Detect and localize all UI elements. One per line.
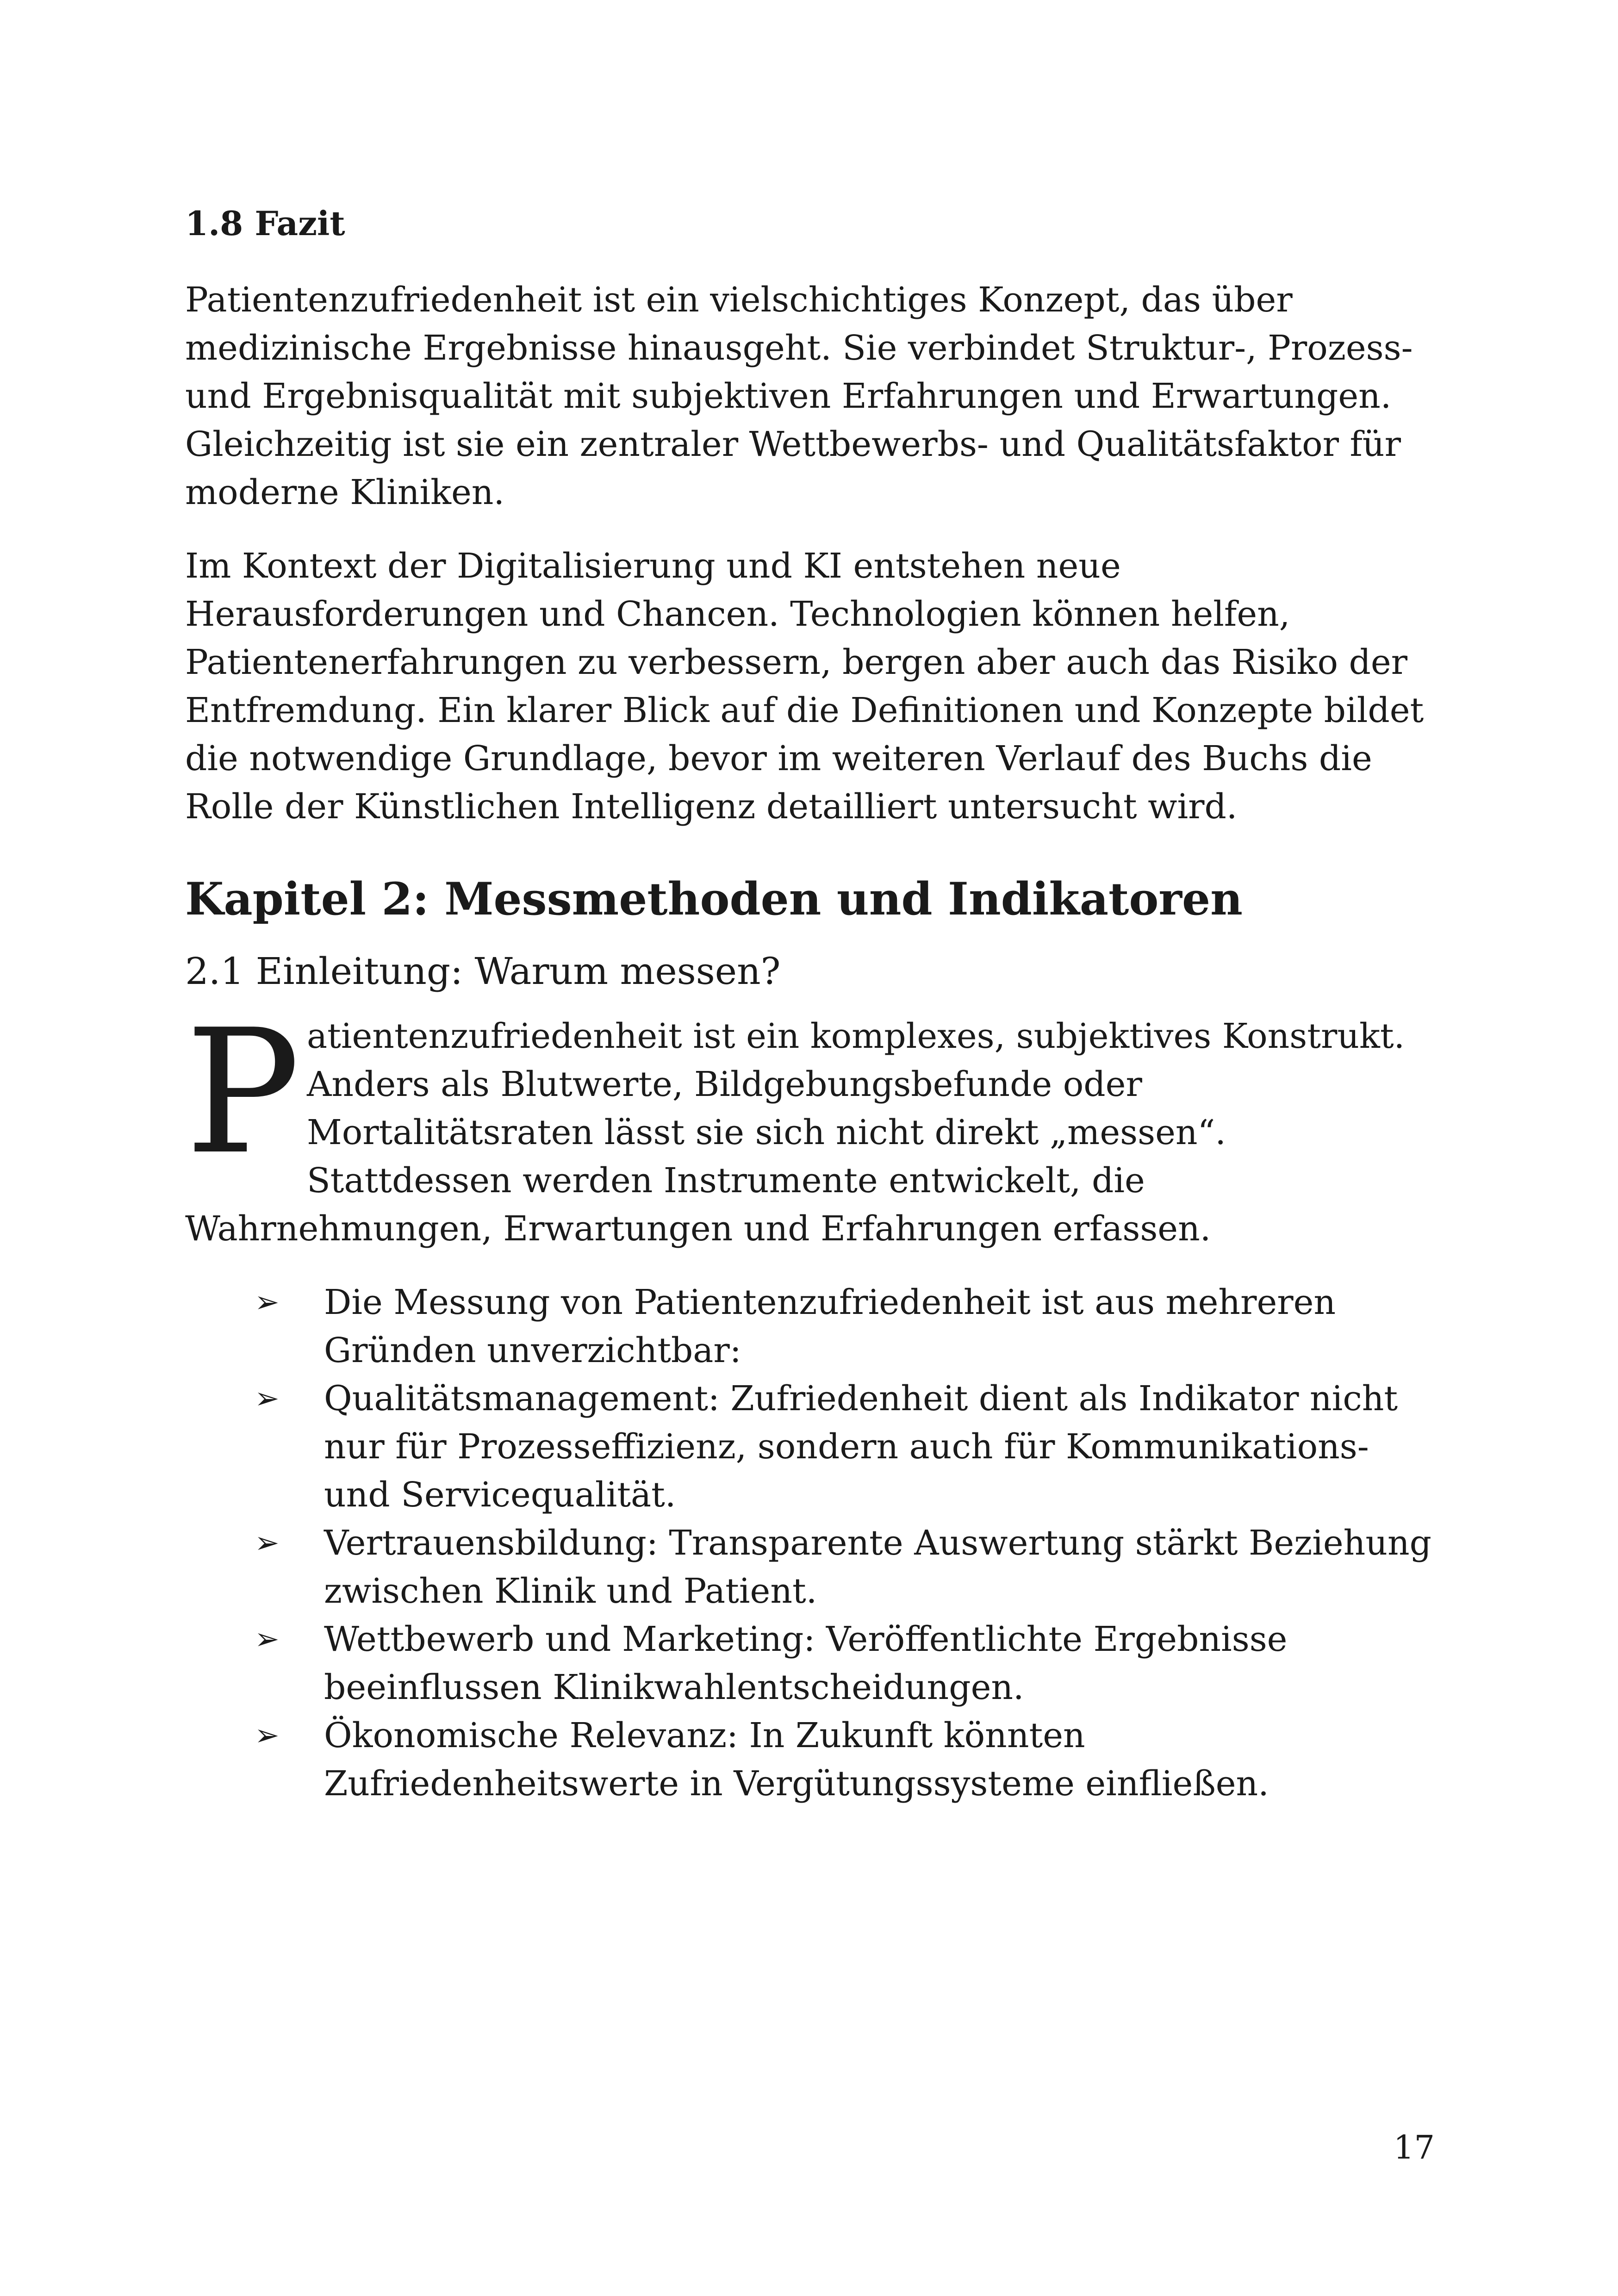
page-number: 17 — [1393, 2128, 1435, 2166]
list-item — [255, 1615, 1435, 1711]
arrow-bullet-icon: ➢ — [255, 1285, 280, 1319]
list-item — [255, 1711, 1435, 1808]
list-item — [255, 1519, 1435, 1615]
list-item-text: Wettbewerb und Marketing: Veröffentlichte Ergebnisse beeinflussen Klinikwahlentscheidungen. — [324, 1619, 1288, 1707]
section-paragraph: Im Kontext der Digitalisierung und KI entstehen neue Herausforderungen und Chancen. Technologien können helfen, Patientenerfahrungen zu verbessern, bergen aber auch das Risiko der Entfremdung. Ein klarer Blick auf die Definitionen und Konzepte bildet die notwendige Grundlage, bevor im weiteren Verlauf des Buchs die Rolle der Künstlichen Intelligenz detailliert untersucht wird. — [185, 546, 1424, 827]
subsection-title: 2.1 Einleitung: Warum messen? — [185, 949, 781, 993]
arrow-bullet-icon: ➢ — [255, 1525, 280, 1560]
list-item — [255, 1375, 1435, 1519]
section-paragraph: Patientenzufriedenheit ist ein vielschichtiges Konzept, das über medizinische Ergebnisse hinausgeht. Sie verbindet Struktur-, Prozess- und Ergebnisqualität mit subjektiven Erfahrungen und Erwartungen. Gleichzeitig ist sie ein zentraler Wettbewerbs- und Qualitätsfaktor für moderne Kliniken. — [185, 280, 1413, 513]
arrow-bullet-icon: ➢ — [255, 1622, 280, 1656]
drop-cap-letter: P — [185, 993, 300, 1192]
list-item-text: Die Messung von Patientenzufriedenheit ist aus mehreren Gründen unverzichtbar: — [324, 1282, 1336, 1370]
intro-paragraph — [185, 993, 1435, 1253]
list-item — [255, 1278, 1435, 1375]
arrow-bullet-icon: ➢ — [255, 1381, 280, 1416]
page-content — [185, 204, 1435, 1808]
bullet-list — [185, 1278, 1435, 1808]
intro-paragraph-text: atientenzufriedenheit ist ein komplexes, subjektives Konstrukt. Anders als Blutwerte, Bildgebungsbefunde oder Mortalitätsraten lässt sie sich nicht direkt „messen“. Stattdessen werden Instrumente entwickelt, die Wahrnehmungen, Erwartungen und Erfahrungen erfassen. — [185, 1016, 1405, 1249]
list-item-text: Qualitätsmanagement: Zufriedenheit dient als Indikator nicht nur für Prozesseffizienz, sondern auch für Kommunikations- und Servicequalität. — [324, 1378, 1398, 1515]
list-item-text: Ökonomische Relevanz: In Zukunft könnten Zufriedenheitswerte in Vergütungssysteme einfließen. — [324, 1715, 1269, 1804]
arrow-bullet-icon: ➢ — [255, 1718, 280, 1753]
list-item-text: Vertrauensbildung: Transparente Auswertung stärkt Beziehung zwischen Klinik und Patient. — [324, 1523, 1432, 1611]
chapter-title: Kapitel 2: Messmethoden und Indikatoren — [185, 873, 1243, 926]
section-title: 1.8 Fazit — [185, 204, 345, 243]
